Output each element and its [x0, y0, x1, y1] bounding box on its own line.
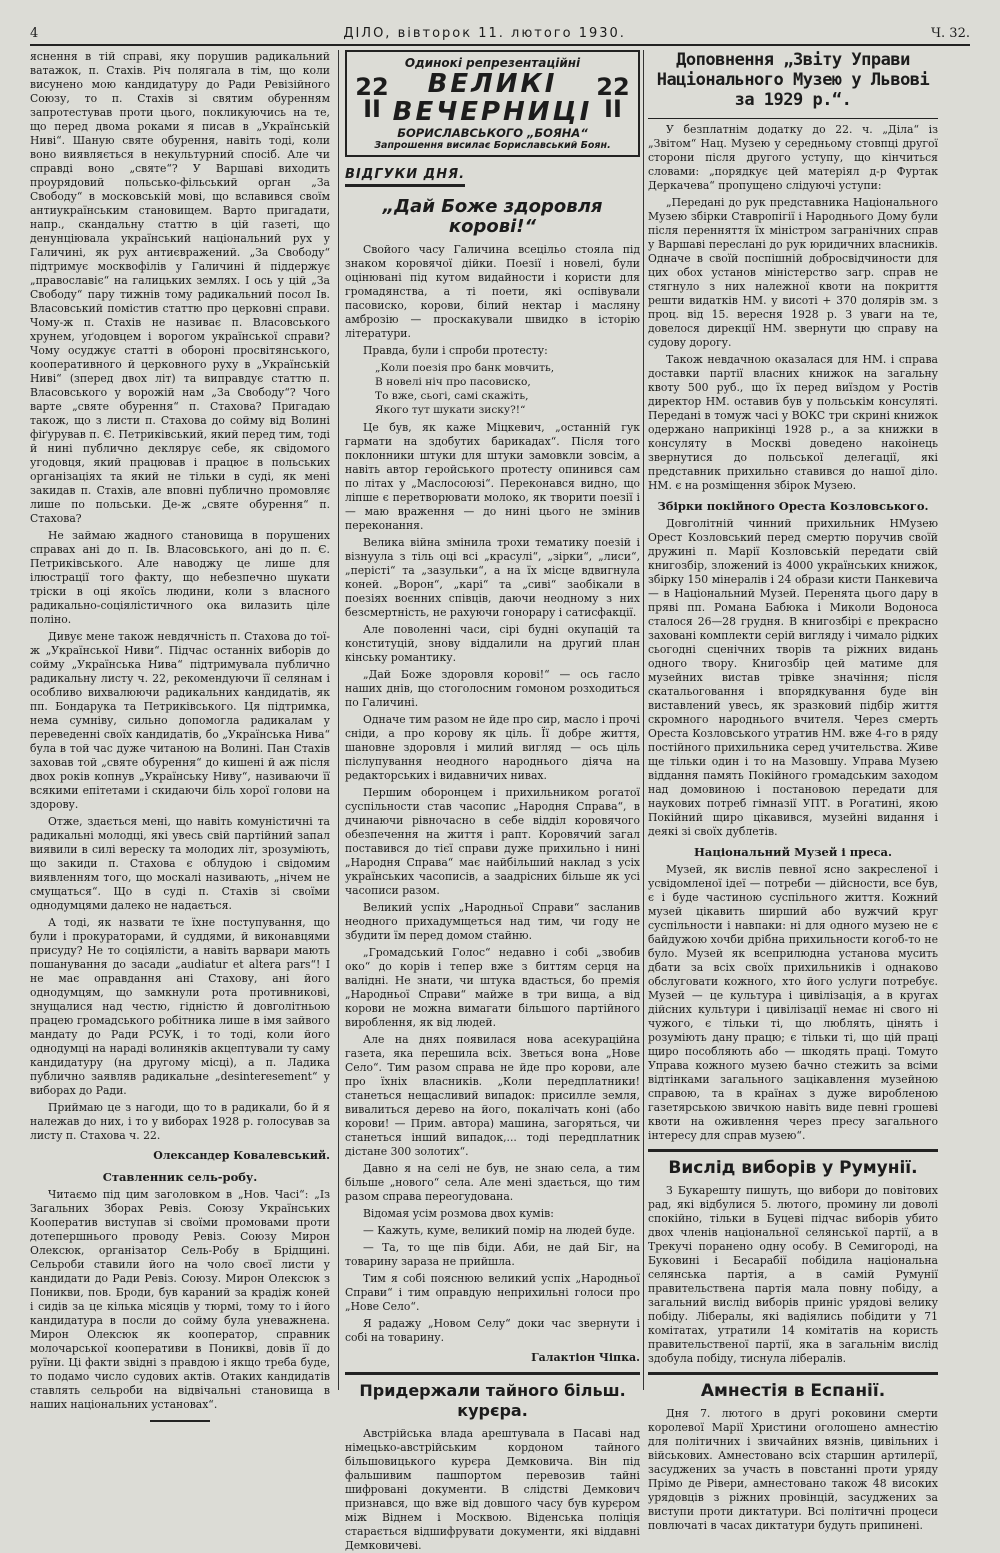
paragraph: Але на днях появилася нова асекураційна газета, яка перешила всіх. Зветься вона „Нове Село“. Тим разом справа не йде про корови, але про їхніх власників. „Коли передплатники! станеться нещасливий випадок: присилле земля, вивалиться дерево на його, покалічать коні (або корови! — Прим. автора) машина, загоряться, чи станеться інший випадок,... тоді передплатник дістане 300 золотих“.	[345, 1033, 640, 1158]
paragraph: Тим я собі пояснюю великий успіх „Народньої Справи“ і тим оправдую неприхильні голоси про „Нове Село“.	[345, 1272, 640, 1313]
ad-number-right: 22	[596, 73, 630, 101]
column-middle	[345, 50, 640, 1552]
article-subhead: Ставленник сель-робу.	[102, 1170, 258, 1184]
paragraph: Читаємо під цим заголовком в „Нов. Часі“: „Із Загальних Зборах Ревіз. Союзу Українських Кооператив виступав зі своїми промовами проти дотепершнього проводу Ревіз. Союзу Мирон Олексюк, організатор Сель-Робу в Брідщині. Сельроби ставили його на чоло своєї листи у кандидати до Ради Ревіз. Союзу. Мирон Олексюк з Поникви, пов. Броди, був караний за крадіж коней і сидів за це кілька місяців у тюрмі, тому то і його кандидатура в посли до сойму була уневажнена. Мирон Олексюк як кооператор, справник молочарської кооперативи в Пониквi, довів її до руїни. Ці факти звідні з правдою і якщо треба буде, то подамо число судових актів. Отаких кандидатів ставлять сельроби на відвічальні становища в наших національних установах“.	[30, 1188, 330, 1411]
masthead-date: ДІЛО, вівторок 11. лютого 1930.	[343, 25, 626, 41]
paragraph: Велика війна змінила трохи тематику поезій і візнуула з тіль оці всі „красулі“, „зірки“, „лиси“, „перісті“ та „зазульки“, а на їх місце вдвигнула коней. „Ворон“, „карі“ та „сиві“ заобікали в поезіях воєнних співців, даючи неодному з них безсмертність, не рахуючи гонорару і сатисфакції.	[345, 536, 640, 619]
title-line-2: корові!“	[448, 216, 537, 237]
paragraph: Я радажу „Новом Селу“ доки час звернути і собі на товарину.	[345, 1317, 640, 1344]
paragraph: Також невдачною оказалася для НМ. і справа доставки партії власних книжок на загальну квоту 500 руб., що їх перед виїздом у Ростів директор НМ. оставив був у польськім консуляті. Передані в томуж часі у ВОКС три скрині книжок одержано наприкінці 1928 р., а за книжки в консуляту в Москві доведено накоінець звернутися до польської делегації, які представник прихильно ставився до нашої діло. НМ. є на розміщення збірок Музею.	[648, 353, 938, 492]
ad-row	[353, 70, 632, 126]
end-rule	[150, 1420, 210, 1422]
paragraph: „Дай Боже здоровля корові!“ — ось гасло наших днів, що стоголосним гомоном розходиться по Галичині.	[345, 668, 640, 709]
poem-quote	[345, 361, 640, 417]
page-header	[30, 22, 970, 46]
section-rule	[648, 1372, 938, 1375]
paragraph: Але поволенні часи, сірі будні окупацій та конституцій, знову віддалили на другий план кінську романтику.	[345, 623, 640, 664]
column-right	[648, 50, 938, 1532]
title-line-1: „Дай Боже здоровля	[382, 196, 603, 217]
paragraph: Відомая усім розмова двох кумів:	[363, 1207, 554, 1220]
paragraph: Одначе тим разом не йде про сир, масло і прочі сніди, а про корову як ціль. Її добре життя, шановне здоровля і милий вигляд — ось ціль післупування неодного народнього діяча на редакторських і видавничих нивах.	[345, 713, 640, 782]
ad-invite: Запрошення висилає Бориславський Боян.	[374, 140, 611, 151]
author-signature: Галактіон Чіпка.	[531, 1351, 640, 1364]
ad-number-left: 22	[355, 73, 389, 101]
article-title	[345, 197, 640, 237]
paragraph: Дня 7. лютого в другі роковини смерти королевої Марії Христини оголошено амнестію для політичних і звичайних вязнів, цивільних і військових. Амнестовано всіх старшин артилерії, засуджених за участь в повстанні проти уряду Прімо де Рівери, амнестовано також 48 високих урядовців з ріжних провінцій, засуджених за виступи проти диктатури. Всі політичні процеси повлючаті в часах диктатури будуть припинені.	[648, 1407, 938, 1532]
paragraph: Музей, як вислів певної ясно закресленої і усвідомленої ідеї — потреби — дійсности, все був, є і буде частиною суспільного життя. Кожний музей цікавить ширший або вужчий круг суспільности і навпаки: ні для одного музею не є байдужою хочби дрібна прихильности когоб-то не було. Музей як всеприлюдна установа мусить дбати за всіх своїх прихильників і однаково обслуговати кожного, хто його услуги потребує. Музей — це культура і цивілізація, а в кругах дійсних культури і цивілізації немає ні свого ні чужого, є тільки ті, що люблять, цінять і розуміють дану працю; є тільки ті, що цій праці щиро пособляють або — шкодять праці. Томуто Управа кожного музею бачно стежить за всіми відтінками загального зацікавлення музейною справою, та в країнах з дуже виробленою газетярською звичкою навіть виде певні грошеві квоти на оживлення через пресу загального інтересу для справ музею“.	[648, 863, 938, 1142]
paragraph: Австрійська влада арештувала в Пасаві над німецько-австрійським кордоном тайного більшовицького курєра Демковича. Він під фальшивим пашпортом перевозив тайні шифровані документи. В слідстві Демкович признався, що вже від довшого часу був курєром між Віднем і Москвою. Віденська поліція старається відшифрувати документи, які віддавні Демковичеві.	[345, 1427, 640, 1552]
ad-title-1: ВЕЛИКІ	[427, 69, 558, 99]
ad-organizer: БОРИСЛАВСЬКОГО „БОЯНА“	[397, 126, 588, 140]
paragraph: Свойого часу Галичина всецільо стояла під знаком коровячої дійки. Поезії і новелі, були оцінювані під кутом видайности і користи для громадянства, а ті поети, які оспівували пасовиско, корови, білий нектар і масляну амброзію — проскакували швидко в історію літератури.	[345, 243, 640, 340]
paragraph: Великий успіх „Народньої Справи“ засланив неодного прихадумщеться над тим, чи году не збудити їм перед домом стайню.	[345, 901, 640, 942]
article-subhead: Національний Музей і преса.	[694, 845, 892, 859]
paragraph: Це був, як каже Міцкевич, „останній гук гармати на здобутих барикадах“. Після того поклонники штуки для штуки замовкли зовсім, а навіть автор геройського протесту опинився сам по літах у „Маслосоюзі“. Переконався видно, що ліпше є перетворювати молоко, як творити поезії і — маю враження — до нині цього не змінив переконання.	[345, 421, 640, 532]
paragraph: Дивує мене також невдячність п. Стахова до тої-ж „Української Ниви“. Підчас останніх виборів до сойму „Українська Нива“ підтримувала публично радикальну листу ч. 22, рекомендуючи її селянам і особливо вихвалюючи радикальних кандидатів, як пп. Бондарука та Петриківського. Ця підтримка, нема сумніву, сильно допомогла радикалам у переведенні своїх кандидатів, бо „Українська Нива“ була в той час дуже читаною на Волині. Пан Стахів заховав той „святе обурення“ до кишені й аж після двох років копнув „Українську Ниву“, називаючи її всякими епітетами і скидаючи біль хорої голови на здорову.	[30, 630, 330, 811]
paragraph: „Громадський Голос“ недавно і собі „звобив око“ до корів і тепер вже з биттям серця на валідні. Не знати, чи штука вдасться, бо премія „Народньої Справи“ майже в три вища, а від корови не можна вимагати більшого партійного вироблення, як від людей.	[345, 946, 640, 1029]
paragraph: Приймаю це з нагоди, що то в радикали, бо й я належав до них, і то у виборах 1928 р. голосував за листу п. Стахова ч. 22.	[30, 1101, 330, 1142]
paragraph: — Кажуть, куме, великий помір на людей буде.	[363, 1224, 636, 1237]
paragraph: — Та, то ще пів біди. Аби, не дай Біг, на товарину зараза не прийшла.	[345, 1241, 640, 1268]
paragraph: Не займаю жадного становища в порушених справах ані до п. Ів. Власовського, ані до п. Є. Петриківського. Але наводжу це лише для ілюстрації того факту, що небезпечно шукати тріски в оці якоїсь людини, коли з власного радикально-соціялістичного ока вилазить ціле поліно.	[30, 529, 330, 626]
paragraph: З Букарешту пишуть, що вибори до повітових рад, які відбулися 5. лютого, промину ли доволі спокійно, тільки в Буцеві підчас виборів убито двох членів національної селянської партії, а в Трекучі поранено одну особу. В Семигороді, на Буковині і Бесарабії побідила національна селянська партія, а в самій Румунії правительствена партія мала повну побіду, а загальний вислід виборів приніс урядові велику побіду. Лібералы, які вадіялись побідити у 71 комітатах, утратили 14 комітатів на користь правительственої партії, яка в загальнім вислід здобула побіду, тиснула лібералів.	[648, 1184, 938, 1365]
paragraph: Отже, здається мені, що навіть комуністичні та радикальні молодці, які увесь свій партійний запал виявили в силі вереску та молодих літ, зрозуміють, що закиди п. Стахова є облудою і свідомим виявленням того, що москалі називають, „нічем не смущаться“. Що в суді п. Стахів зі своїми однодумцями далеко не надається.	[30, 815, 330, 912]
article-title: Амнестія в Еспанії.	[700, 1381, 886, 1401]
paragraph: Довголітній чинний прихильник НМузею Орест Козловський перед смертю поручив своїй дружині п. Марії Козловській передати свій книгозбір, зложений із 4000 українських книжок, збірку 150 мінералів і 24 образи кисти Панкевича — в Національний Музей. Перенята цього дару в пряві пп. Романа Бабюка і Миколи Водоноса сталося 26—28 грудня. В книгозбірі є прекрасно заховані комплекти серій вигляду і чимало рідких сьогодні сценічних творів та ріжних видань одного твору. Книгозбір цей матиме для музейних вистав трівке значіння; після скатальоговання і впорядкування буде він виставлений увесь, як зразковий підбір життя скромного народнього вчителя. Через смерть Ореста Козловського утратив НМ. вже 4-го в ряду постійного прихильника серед учительства. Живе ще тільки один і то на Мазовшу. Управа Музею віддання память Покійного громадським заходом над домовиною і постановою передати для наукових потреб гімназії УПТ. в Рогатині, якою Покійний щиро цікавився, музейні видання і деякі зі своїх дублетів.	[648, 517, 938, 838]
title-rule	[648, 118, 938, 119]
section-rule	[345, 1372, 640, 1375]
ad-sub-right: II	[604, 95, 622, 123]
section-label: ВІДГУКИ ДНЯ.	[345, 167, 465, 187]
article-title: Доповнення „Звіту Управи Національного Музею у Львові за 1929 р.“.	[656, 50, 930, 110]
ad-title-2: ВЕЧЕРНИЦІ	[392, 97, 593, 127]
column-left	[30, 50, 330, 1410]
poem-line: Якого тут шукати зиску?!“	[375, 404, 526, 416]
article-title: Придержали тайного більш. курєра.	[359, 1381, 626, 1420]
paragraph: яснення в тій справі, яку порушив радикальний ватажок, п. Стахів. Річ полягала в тім, що коли висунено мою кандидатуру до Ради Ревізійного Союзу, то п. Стахів зі святим обуренням запротестував проти цього, покликуючись на те, що перед двома роками я писав в „Українській Ниві“. Шаную святе обурення, навіть тоді, коли воно виявляється в некультурний спосіб. Але чи справді воно „святе“? У Варшаві виходить проурядовий польсько-фільський орган „За Свободу“ в московській мові, що вславився своїм антиукраїнським становищем. Варто пригадати, напр., скандальну статтю в цій газеті, що денунціювала український національний рух у Галичині, як рух антиєвражений. „За Свободу“ підтримує москвофілів у Галичині й піддержує „православіє“ на галицьких землях. І ось у цій „За Свободу“ пару тижнів тому радикальний посол Ів. Власовський помістив статтю про церковні справи. Чому-ж п. Стахів не називає п. Власовського хрунем, уґодовцем і ворогом української справи? Чому осуджує статті в обороні просвітянського, кооперативного й церковного руху в „Українській Ниві“ (зперед двох літ) та виправдує статтю п. Власовського у ворожій нам „За Свободу“? Чого варте „святе обурення“ п. Стахова? Пригадаю також, що з листи п. Стахова до сойму від Волині фіґурував п. Є. Петриківський, який перед тим, тоді й нині публично деклярує себе, як свідомого угодовця, який працював і працює в польських організаціях та який не тільки в суді, як мені закидав п. Стахів, але вповні публично промовляє лише по польськи. Де-ж „святе обурення“ п. Стахова?	[30, 50, 330, 525]
column-divider	[643, 50, 644, 1390]
paragraph: „Передані до рук представника Національного Музею збірки Ставропігії і Народнього Дому були після перенняття їх міністром загранічних справ у Варшаві переслані до рук юридичних власників. Одначе в своїй поспішній добросвідчиности для цих обох установ міністерство загр. справ не стягнуло з них належної квоти на покриття решти видатків НМ. у висоті + 370 долярів зм. з проц. від 15. вересня 1928 р. З уваги на те, довелося дирекції НМ. звернути цю справу на судову дорогу.	[648, 196, 938, 349]
poem-line: То вже, сьогі, самі скажіть,	[375, 390, 529, 402]
poem-line: „Коли поезія про банк мовчить,	[375, 362, 555, 374]
advertisement-box	[345, 50, 640, 157]
poem-line: В новелі ніч про пасовиско,	[375, 376, 531, 388]
paragraph: У безплатнім додатку до 22. ч. „Діла“ із „Звітом“ Нац. Музею у середньому стовпці другої сторони після другого уступу, що кінчиться словами: „порядкує цей матеріял д-р Фуртак Деркачева“ пропущено слідуючі уступи:	[648, 123, 938, 192]
ad-top-line: Одинокі репрезентаційні	[404, 56, 581, 70]
column-divider	[338, 50, 339, 1390]
ad-sub-left: II	[363, 95, 381, 123]
article-title: Вислід виборів у Румунії.	[668, 1158, 918, 1178]
issue-number: Ч. 32.	[930, 25, 970, 41]
paragraph: Давно я на селі не був, не знаю села, а тим більше „нового“ села. Але мені здається, що тим разом справа переогудована.	[345, 1162, 640, 1203]
page-number: 4	[30, 25, 39, 41]
paragraph: Першим оборонцем і прихильником рогатої суспільности став часопис „Народня Справа“, в дчинаючи рівночасно в себе віддiл коровячого обезпечення на життя і рапт. Коровячий загал поставився до тієї справи дуже прихильно і нині „Народня Справа“ має найбільший наклад з усіх українських часописів, а заадрісних більше як усі часописи разом.	[345, 786, 640, 897]
paragraph: Правда, були і спроби протесту:	[363, 344, 548, 357]
section-rule	[648, 1149, 938, 1152]
paragraph: А тоді, як назвати те їхне поступування, що були і прокураторами, й суддями, й виконавцями присуду? Не то соціялісти, а навіть варвари мають пошанування до засади „audiatur et altera pars“! І не має оправдання ані Стахову, ані його однодумцям, що замкнули рота противникові, знущалися над честю, гідністю й довголітньою працею громадського робітника лише в імя зайвого мандату до Ради РСУК, і то тоді, коли його однодумці на нараді волиняків акцептували ту саму кандидатуру (на другому місці), а п. Ладика публично заявляв радикальне „desinteresement“ у виборах до Ради.	[30, 916, 330, 1097]
article-subhead: Збірки покійного Ореста Козловського.	[657, 499, 929, 513]
author-signature: Олександер Ковалевський.	[153, 1149, 330, 1162]
